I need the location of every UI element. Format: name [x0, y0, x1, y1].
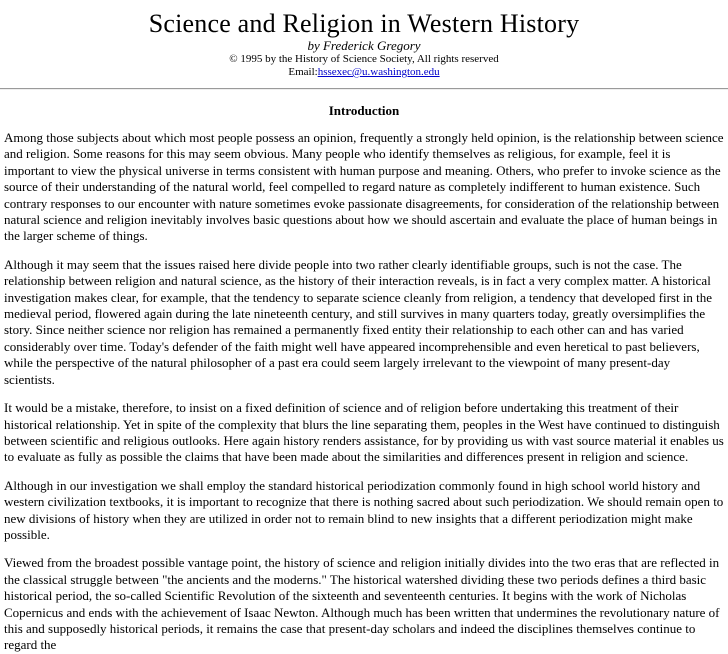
paragraph: Although it may seem that the issues raised here divide people into two rather clearly identifiable groups, such is not the case. The relationship between religion and natural science, as the history of their interaction reveals, is in fact a very complex matter. A historical investigation makes clear, for example, that the tendency to separate science cleanly from religion, a tendency that developed first in the medieval period, flowered again during the late nineteenth century, and still survives in many quarters today, greatly oversimplifies the story. Since neither science nor religion has remained a permanently fixed entity their relationship to each other can and has varied considerably over time. Today's defender of the faith might well have appeared incomprehensible and even heretical to past believers, while the perspective of the natural philosopher of a past era could seem largely irrelevant to the viewpoint of many present-day scientists. — [4, 256, 713, 387]
paragraph: Although in our investigation we shall employ the standard historical periodization commonly found in high school world history and western civilization textbooks, it is important to recognize that there is nothing sacred about such periodization. We should remain open to new divisions of history when they are utilized in order not to remain blind to new insights that a different periodization might make possible. — [4, 477, 724, 542]
email-link[interactable]: hssexec@u.washington.edu — [317, 66, 440, 78]
page-title: Science and Religion in Western History — [148, 9, 580, 38]
copyright-notice: © 1995 by the History of Science Society, All rights reserved — [229, 53, 499, 65]
paragraph: Among those subjects about which most people possess an opinion, frequently a strongly held opinion, is the relationship between science and religion. Some reasons for this may seem obvious. Many people who identify themselves as religious, for example, feel it is important to view the physical universe in terms consistent with human purpose and meaning. Others, who prefer to invoke science as the source of their understanding of the natural world, feel compelled to regard nature as completely indifferent to human existence. Such contrary responses to our encounter with nature sometimes evoke passionate disagreements, for consideration of the relationship between natural science and religion inevitably involves basic questions about how we should ascertain and evaluate the place of human beings in the larger scheme of things. — [4, 130, 724, 244]
author-byline: by Frederick Gregory — [307, 38, 421, 53]
email-label: Email: — [288, 66, 318, 78]
section-heading: Introduction — [328, 103, 400, 118]
email-line — [0, 66, 728, 79]
horizontal-divider — [0, 88, 728, 90]
paragraph: It would be a mistake, therefore, to insist on a fixed definition of science and of religion before undertaking this treatment of their historical relationship. Yet in spite of the complexity that blurs the line separating them, peoples in the West have continued to distinguish between scientific and religious outlooks. Here again history renders assistance, for by providing us with vast source material it enables us to evaluate as fully as possible the claims that have been made about the similarities and differences present in religion and science. — [4, 400, 724, 465]
paragraph: Viewed from the broadest possible vantage point, the history of science and religion initially divides into the two eras that are reflected in the classical struggle between "the ancients and the moderns." The historical watershed dividing these two periods defines a third basic historical period, the so-called Scientific Revolution of the sixteenth and seventeenth centuries. It begins with the work of Nicholas Copernicus and ends with the achievement of Isaac Newton. Although much has been written that undermines the revolutionary nature of this and supposedly historical periods, it remains the case that present-day scholars and indeed the disciplines themselves continue to regard the — [4, 555, 720, 653]
article-body — [0, 130, 728, 654]
document-page — [0, 9, 728, 653]
